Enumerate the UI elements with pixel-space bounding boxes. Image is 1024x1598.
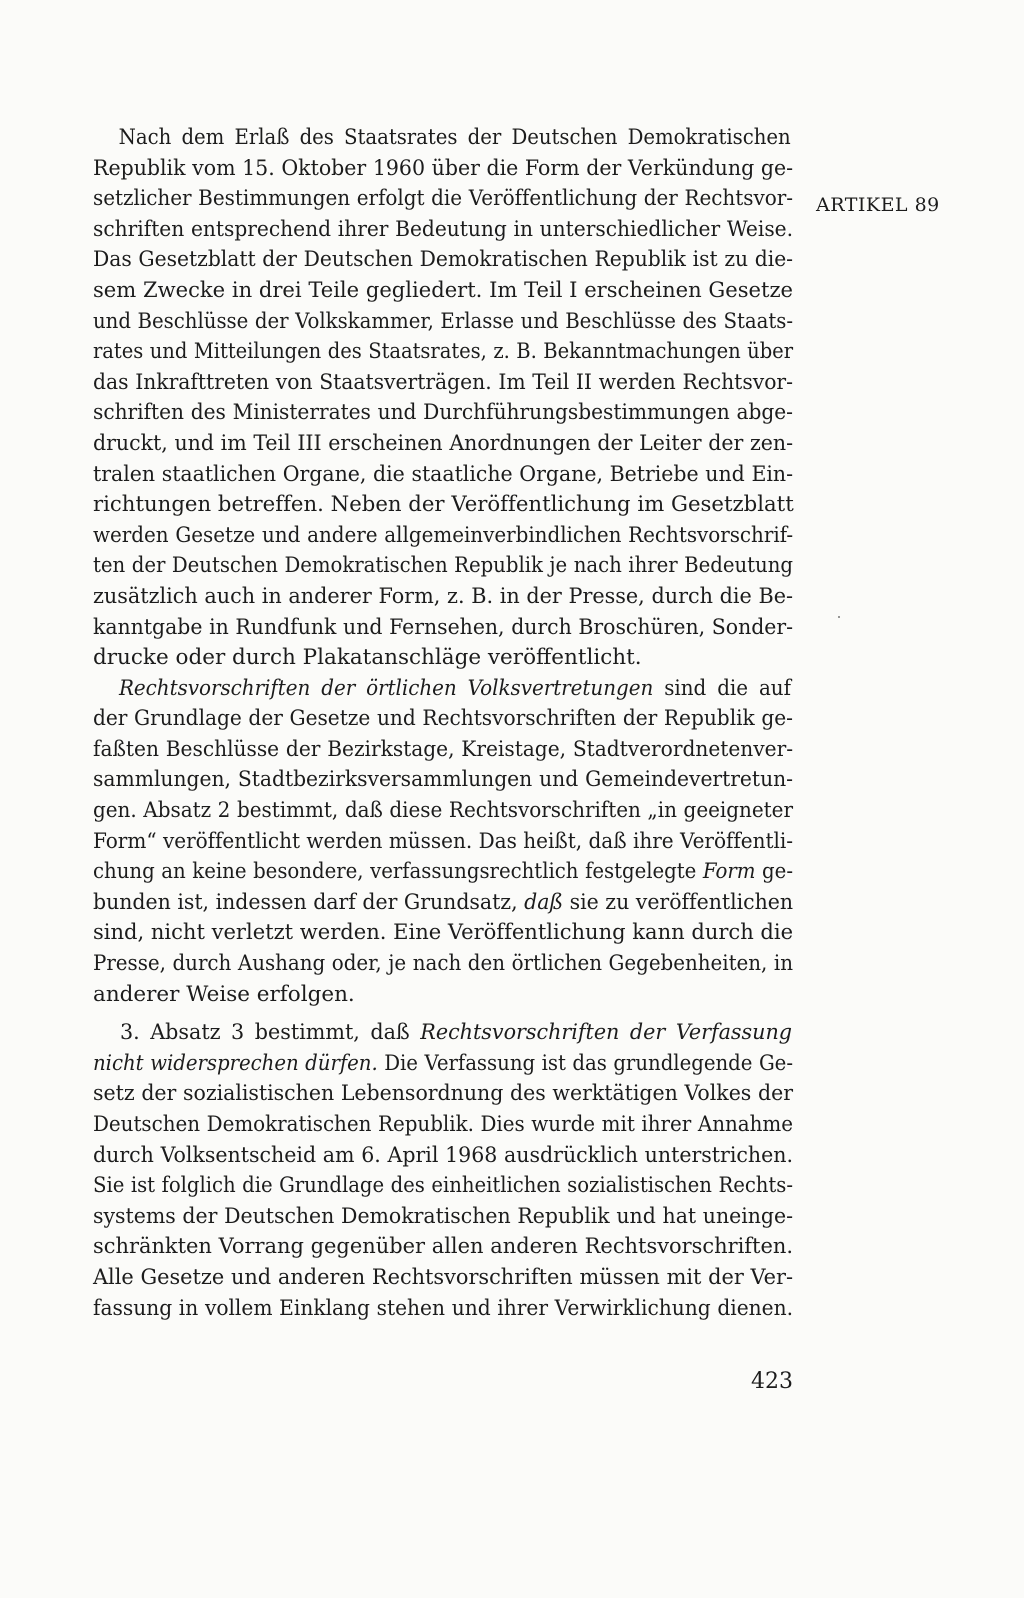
- text-run: Nach dem Erlaß des Staatsrates der Deutschen Demokratischen: [118, 125, 791, 150]
- paragraph-gap: [93, 1010, 793, 1018]
- text-line: [93, 980, 793, 1011]
- text-run: schränkten Vorrang gegenüber allen anderen Rechtsvorschriften.: [93, 1234, 793, 1260]
- text-run: werden Gesetze und andere allgemeinverbindlichen Rechtsvorschrif-: [93, 522, 794, 548]
- text-run: Presse, durch Aushang oder, je nach den örtlichen Gegebenheiten, in: [93, 951, 793, 977]
- text-run: sie zu veröffentlichen: [563, 889, 794, 915]
- text-line: [93, 245, 793, 276]
- text-line: [93, 949, 793, 980]
- text-line: [93, 1049, 793, 1080]
- italic-phrase: Rechtsvorschriften der Verfassung: [420, 1020, 792, 1046]
- text-line: [93, 215, 793, 246]
- text-run: Das Gesetzblatt der Deutschen Demokratischen Republik ist zu die-: [93, 247, 794, 273]
- text-run: Alle Gesetze und anderen Rechtsvorschriften müssen mit der Ver-: [93, 1264, 794, 1290]
- text-run: schriften des Ministerrates und Durchführungsbestimmungen abge-: [93, 400, 793, 426]
- text-run: chung an keine besondere, verfassungsrechtlich festgelegte: [93, 859, 703, 885]
- text-run: drucke oder durch Plakatanschläge veröffentlicht.: [93, 645, 642, 671]
- text-run: Deutschen Demokratischen Republik. Dies wurde mit ihrer Annahme: [93, 1112, 793, 1137]
- text-run: zusätzlich auch in anderer Form, z. B. in der Presse, durch die Be-: [93, 583, 793, 609]
- text-line: [93, 888, 793, 919]
- text-run: sem Zwecke in drei Teile gegliedert. Im Teil I erscheinen Gesetze: [93, 277, 794, 303]
- text-line: [93, 184, 793, 215]
- text-run: systems der Deutschen Demokratischen Republik und hat uneinge-: [93, 1203, 794, 1229]
- text-line: [93, 307, 793, 338]
- body-text: [93, 123, 793, 1324]
- text-run: setzlicher Bestimmungen erfolgt die Veröffentlichung der Rechtsvor-: [93, 186, 793, 212]
- margin-note-article: ARTIKEL 89: [816, 194, 940, 216]
- text-run: kanntgabe in Rundfunk und Fernsehen, durch Broschüren, Sonder-: [93, 614, 794, 640]
- italic-phrase: Rechtsvorschriften der örtlichen Volksvertretungen: [118, 675, 654, 701]
- text-run: bunden ist, indessen darf der Grundsatz,: [93, 889, 525, 915]
- text-run: und Beschlüsse der Volkskammer, Erlasse und Beschlüsse des Staats-: [93, 308, 793, 334]
- text-line: [93, 276, 793, 307]
- italic-phrase: nicht widersprechen dürfen.: [93, 1050, 378, 1076]
- text-run: durch Volksentscheid am 6. April 1968 ausdrücklich unterstrichen.: [93, 1142, 794, 1168]
- text-line: [93, 1110, 793, 1141]
- text-line: [93, 154, 793, 185]
- text-line: [93, 490, 793, 521]
- text-line: [93, 1232, 793, 1263]
- text-run: sammlungen, Stadtbezirksversammlungen und Gemeindevertretun-: [93, 767, 794, 793]
- text-run: tralen staatlichen Organe, die staatliche Organe, Betriebe und Ein-: [93, 461, 794, 487]
- text-line: [93, 643, 793, 674]
- text-line: [93, 735, 793, 766]
- text-line: [93, 796, 793, 827]
- text-run: Die Verfassung ist das grundlegende Ge-: [377, 1050, 793, 1076]
- text-run: rates und Mitteilungen des Staatsrates, z. B. Bekanntmachungen über: [93, 339, 794, 365]
- text-run: sind die auf: [653, 675, 791, 701]
- text-run: ten der Deutschen Demokratischen Republik je nach ihrer Bedeutung: [93, 553, 793, 579]
- print-speck: [838, 616, 840, 618]
- text-line: [93, 460, 793, 491]
- text-line: [93, 368, 793, 399]
- text-line: [93, 337, 793, 368]
- text-run: ge-: [755, 859, 793, 885]
- text-run: schriften entsprechend ihrer Bedeutung in unterschiedlicher Weise.: [93, 216, 794, 242]
- text-run: anderer Weise erfolgen.: [93, 981, 355, 1007]
- text-line: [93, 704, 793, 735]
- italic-phrase: Form: [702, 859, 756, 885]
- text-line: [93, 1294, 793, 1325]
- text-line: [93, 582, 793, 613]
- text-line: [93, 765, 793, 796]
- text-line: [93, 1263, 793, 1294]
- text-run: das Inkrafttreten von Staatsverträgen. Im Teil II werden Rechtsvor-: [93, 369, 793, 395]
- text-line: [93, 123, 791, 154]
- text-line: [93, 429, 793, 460]
- italic-phrase: daß: [524, 889, 564, 915]
- text-run: Republik vom 15. Oktober 1960 über die Form der Verkündung ge-: [93, 155, 794, 181]
- text-line: [93, 613, 793, 644]
- text-run: richtungen betreffen. Neben der Veröffentlichung im Gesetzblatt: [93, 492, 794, 518]
- text-line: [93, 827, 793, 858]
- text-run: fassung in vollem Einklang stehen und ihrer Verwirklichung dienen.: [93, 1295, 794, 1321]
- text-line: [93, 1171, 793, 1202]
- text-run: Form“ veröffentlicht werden müssen. Das heißt, daß ihre Veröffentli-: [93, 828, 794, 854]
- text-run: sind, nicht verletzt werden. Eine Veröffentlichung kann durch die: [93, 920, 794, 946]
- text-line: [93, 551, 793, 582]
- text-run: Sie ist folglich die Grundlage des einheitlichen sozialistischen Rechts-: [93, 1173, 793, 1199]
- text-run: 3. Absatz 3 bestimmt, daß: [119, 1020, 421, 1046]
- text-line: [93, 918, 793, 949]
- text-run: faßten Beschlüsse der Bezirkstage, Kreistage, Stadtverordnetenver-: [93, 736, 794, 762]
- text-line: [93, 1079, 793, 1110]
- text-run: druckt, und im Teil III erscheinen Anordnungen der Leiter der zen-: [93, 430, 794, 456]
- page-number: 423: [751, 1369, 793, 1394]
- text-line: [93, 674, 791, 705]
- text-line: [93, 398, 793, 429]
- text-run: setz der sozialistischen Lebensordnung des werktätigen Volkes der: [93, 1081, 794, 1107]
- text-line: [93, 857, 793, 888]
- text-run: der Grundlage der Gesetze und Rechtsvorschriften der Republik ge-: [93, 706, 793, 732]
- text-line: [93, 1202, 793, 1233]
- text-run: gen. Absatz 2 bestimmt, daß diese Rechtsvorschriften „in geeigneter: [93, 798, 793, 824]
- text-line: [93, 1018, 792, 1049]
- text-line: [93, 521, 793, 552]
- text-line: [93, 1141, 793, 1172]
